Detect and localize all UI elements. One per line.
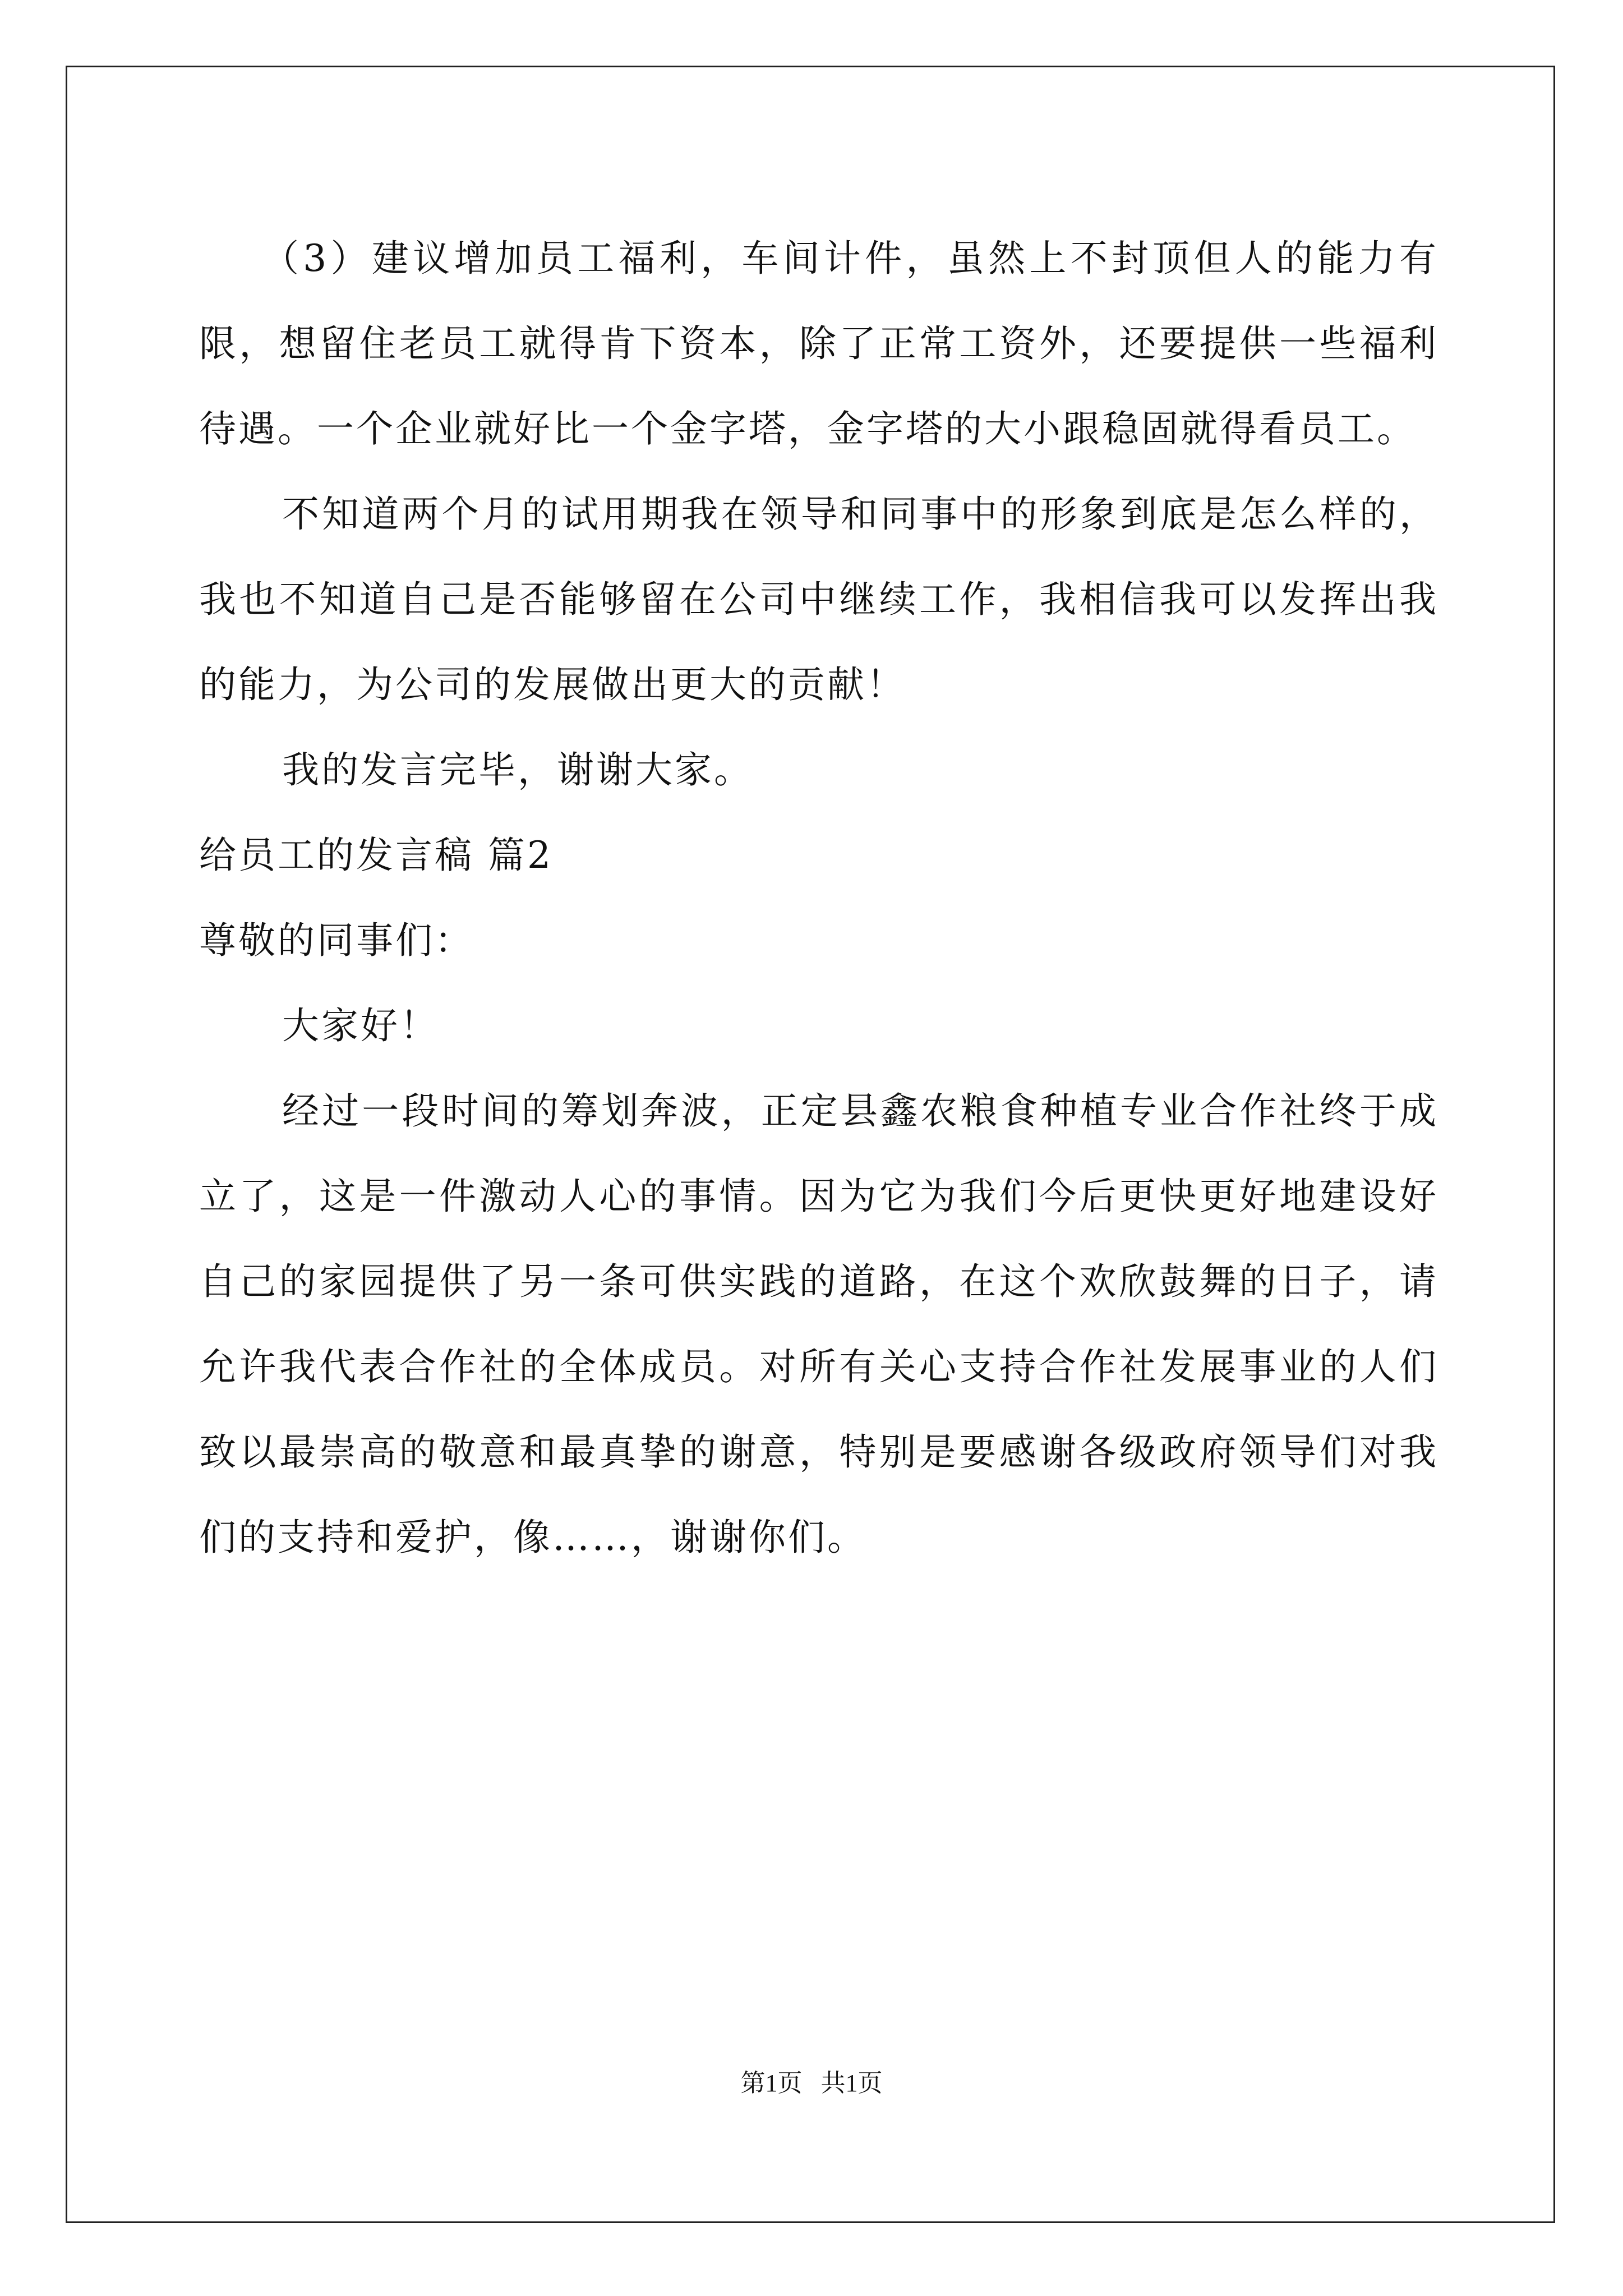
salutation: 尊敬的同事们： bbox=[199, 919, 474, 962]
paragraph-cooperative-founding: 经过一段时间的筹划奔波，正定县鑫农粮食种植专业合作社终于成立了，这是一件激动人心的事情。因为它为我们今后更快更好地建设好自己的家园提供了另一条可供实践的道路，在这个欢欣鼓舞的日子，请允许我代表合作社的全体成员。对所有关心支持合作社发展事业的人们致以最崇高的敬意和最真挚的谢意，特别是要感谢各级政府领导们对我们的支持和爱护，像……，谢谢你们。 bbox=[199, 1089, 1438, 1559]
document-body bbox=[199, 216, 1438, 1580]
page-number-footer: 第1页 共1页 bbox=[740, 2069, 883, 2097]
section-heading: 给员工的发言稿 篇2 bbox=[199, 834, 553, 877]
paragraph-closing-remark: 我的发言完毕，谢谢大家。 bbox=[282, 748, 753, 792]
greeting: 大家好！ bbox=[282, 1004, 439, 1047]
paragraph-probation-reflection: 不知道两个月的试用期我在领导和同事中的形象到底是怎么样的，我也不知道自己是否能够留在公司中继续工作，我相信我可以发挥出我的能力，为公司的发展做出更大的贡献！ bbox=[199, 493, 1438, 706]
paragraph-welfare-suggestion: （3）建议增加员工福利，车间计件，虽然上不封顶但人的能力有限，想留住老员工就得肯下资本，除了正常工资外，还要提供一些福利待遇。一个企业就好比一个金字塔，金字塔的大小跟稳固就得看员工。 bbox=[199, 237, 1438, 450]
